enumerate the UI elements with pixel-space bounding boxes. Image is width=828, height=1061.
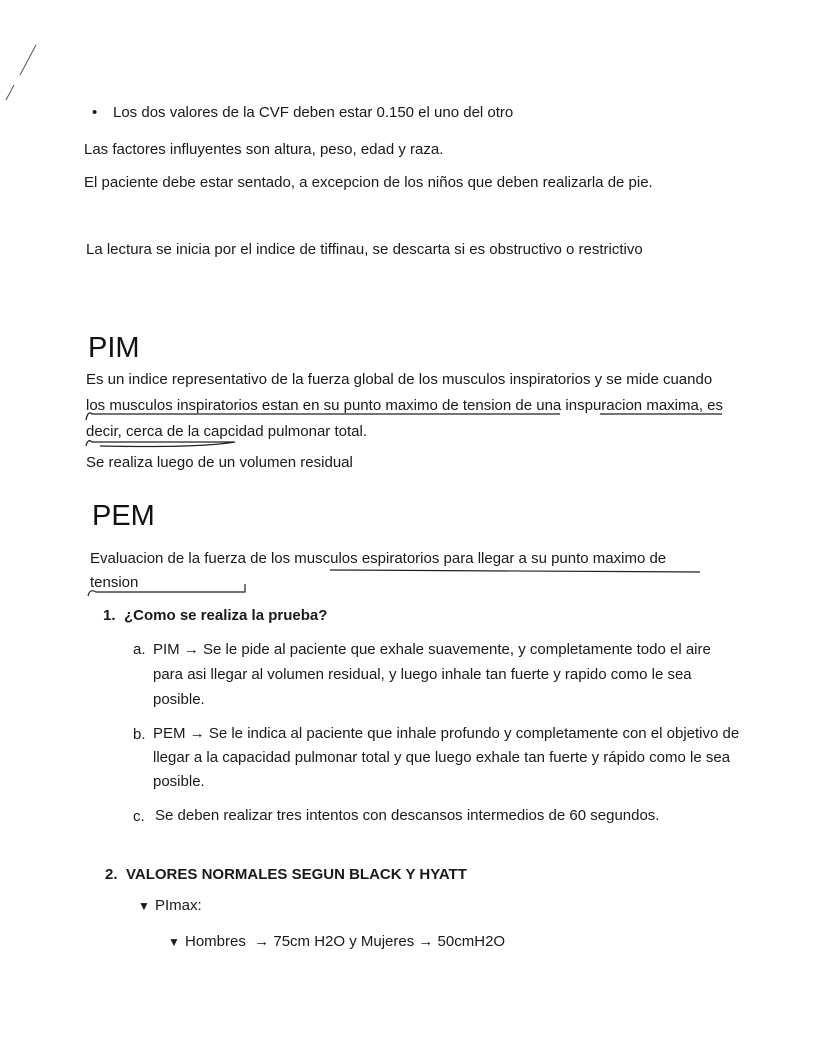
list-item-b: PEM → Se le indica al paciente que inhale profundo y completamente con el objetivo de llegar a la capacidad pulmonar total y que luego exhale tan fuerte y rápido como le sea posible. [153, 725, 740, 790]
paragraph-factors: Las factores influyentes son altura, peso, edad y raza. [84, 141, 444, 158]
list-marker-b: b. [133, 726, 146, 743]
toggle-triangle-icon[interactable]: ▼ [168, 935, 180, 949]
toggle-triangle-icon[interactable]: ▼ [138, 899, 150, 913]
list-marker-1: 1. [103, 607, 116, 624]
list-marker-2: 2. [105, 866, 118, 883]
bullet-icon: • [92, 104, 98, 121]
list-marker-c: c. [133, 808, 145, 825]
pim-note: Se realiza luego de un volumen residual [86, 454, 353, 471]
list-marker-a: a. [133, 641, 146, 658]
paragraph-patient: El paciente debe estar sentado, a excepcion de los niños que deben realizarla de pie. [84, 174, 653, 191]
list-item-c: Se deben realizar tres intentos con descansos intermedios de 60 segundos. [155, 807, 660, 824]
paragraph-reading: La lectura se inicia por el indice de tiffinau, se descarta si es obstructivo o restrictivo [86, 241, 643, 258]
bullet-text: Los dos valores de la CVF deben estar 0.150 el uno del otro [113, 104, 514, 121]
pim-heading: PIM [88, 332, 140, 364]
pem-heading: PEM [92, 500, 155, 532]
pem-definition: Evaluacion de la fuerza de los musculos espiratorios para llegar a su punto maximo de tension [90, 550, 667, 591]
pim-definition: Es un indice representativo de la fuerza global de los musculos inspiratorios y se mide cuando los musculos inspiratorios estan en su punto maximo de tension de una inspuracion maxima, es decir, cerca de la capcidad pulmonar total. [86, 371, 724, 440]
list-item-how: ¿Como se realiza la prueba? [124, 607, 328, 624]
toggle-pimax[interactable]: PImax: [155, 897, 202, 914]
list-item-values: VALORES NORMALES SEGUN BLACK Y HYATT [126, 866, 467, 883]
toggle-normal-values[interactable]: Hombres → 75cm H2O y Mujeres → 50cmH2O [185, 933, 506, 950]
list-item-a: PIM → Se le pide al paciente que exhale suavemente, y completamente todo el aire para asi llegar al volumen residual, y luego inhale tan fuerte y rapido como le sea posible. [153, 641, 711, 708]
